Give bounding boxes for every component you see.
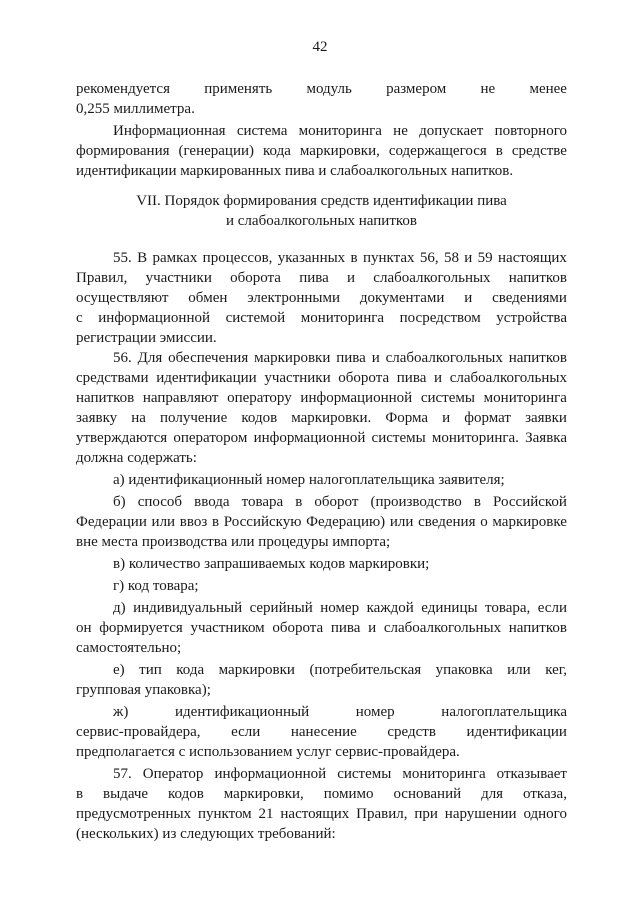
text-line <box>76 79 567 99</box>
text-line <box>76 388 567 408</box>
word: ввода <box>194 494 230 510</box>
word: настоящих <box>280 806 350 822</box>
word: системы <box>420 390 475 406</box>
word: 56, <box>419 250 439 266</box>
word: идентификации <box>156 370 257 386</box>
text-line: самостоятельно; <box>76 640 182 656</box>
word: утверждаются <box>76 430 168 446</box>
word: отказа, <box>523 786 567 802</box>
text-line <box>113 598 567 618</box>
text-line <box>76 308 567 328</box>
word: кода <box>262 143 291 159</box>
word: маркировки. <box>291 410 372 426</box>
text-line <box>113 702 567 722</box>
word: 56. <box>113 350 132 366</box>
word: применять <box>204 81 273 97</box>
word: формат <box>464 410 511 426</box>
word: оборота <box>338 370 390 386</box>
word: способ <box>137 494 183 510</box>
word: в <box>350 250 358 266</box>
text-line <box>113 121 567 141</box>
word: содержащегося <box>388 143 487 159</box>
text-line <box>113 348 567 368</box>
word: нанесение <box>290 724 357 740</box>
word: информационной <box>300 390 413 406</box>
word: товара <box>241 494 284 510</box>
word: 59 <box>477 250 493 266</box>
word: информационной <box>98 310 210 326</box>
word: электронными <box>247 290 341 306</box>
word: средстве <box>511 143 567 159</box>
word: и <box>442 410 451 426</box>
text-line <box>113 492 567 512</box>
word: он <box>76 620 92 636</box>
word: системы <box>337 766 392 782</box>
word: и <box>464 250 473 266</box>
word: оборот <box>314 494 359 510</box>
word: пива <box>330 620 361 636</box>
word: Федерацию) <box>306 514 386 530</box>
word: мониторинга <box>402 766 486 782</box>
word: кодов <box>241 410 278 426</box>
word: индивидуальный <box>133 600 243 616</box>
word: системой <box>225 310 286 326</box>
section-heading: и слабоалкогольных напитков <box>226 213 417 229</box>
text-line: групповая упаковка); <box>76 682 211 698</box>
text-line: (нескольких) из следующих требований: <box>76 826 336 842</box>
word: на <box>131 410 146 426</box>
word: или <box>507 662 531 678</box>
word: напитков <box>508 620 567 636</box>
word: сервис-провайдера, <box>76 724 201 740</box>
text-line <box>76 368 567 388</box>
word: информационной <box>214 766 327 782</box>
word: пива <box>299 270 329 286</box>
word: напитков <box>508 270 567 286</box>
text-line <box>76 141 567 161</box>
word: номер <box>320 600 360 616</box>
word: система <box>236 123 288 139</box>
word: заявки <box>525 410 567 426</box>
word: единицы <box>421 600 478 616</box>
word: размером <box>386 81 447 97</box>
word: сведения <box>418 514 476 530</box>
word: маркировки, <box>223 786 304 802</box>
word: указанных <box>277 250 346 266</box>
word: с <box>76 310 83 326</box>
word: маркировки <box>218 662 295 678</box>
text-line <box>76 408 567 428</box>
word: и <box>371 350 380 366</box>
word: участником <box>190 620 265 636</box>
word: формирования <box>76 143 170 159</box>
text-line <box>113 660 567 680</box>
word: пива <box>336 350 366 366</box>
word: формируется <box>99 620 183 636</box>
word: Правил, <box>76 270 128 286</box>
word: кода <box>176 662 205 678</box>
word: кодов <box>168 786 204 802</box>
word: информационной <box>253 430 366 446</box>
word: предусмотренных <box>76 806 192 822</box>
word: идентификации <box>466 724 567 740</box>
word: Заявка <box>525 430 567 446</box>
word: мониторинга <box>298 123 382 139</box>
word: номер <box>355 704 395 720</box>
text-line <box>76 618 567 638</box>
word: не <box>480 81 496 97</box>
text-line: должна содержать: <box>76 450 197 466</box>
word: при <box>414 806 438 822</box>
word: сведениями <box>492 290 567 306</box>
word: в <box>295 494 303 510</box>
word: и <box>434 370 443 386</box>
word: в <box>76 786 84 802</box>
word: Форма <box>385 410 429 426</box>
text-line: предполагается с использованием услуг сервис-провайдера. <box>76 744 460 760</box>
word: оборота <box>230 270 281 286</box>
word: средствами <box>76 370 149 386</box>
word: В <box>137 250 148 266</box>
word: одного <box>523 806 567 822</box>
word: тип <box>139 662 162 678</box>
word: серийный <box>249 600 313 616</box>
word: участники <box>145 270 212 286</box>
word: посредством <box>399 310 481 326</box>
text-line <box>76 784 567 804</box>
word: 21 <box>258 806 274 822</box>
word: Правил, <box>356 806 408 822</box>
word: о <box>480 514 488 530</box>
word: 55. <box>113 250 132 266</box>
word: б) <box>113 494 126 510</box>
word: напитков <box>76 390 135 406</box>
word: для <box>481 786 504 802</box>
text-line <box>76 722 567 742</box>
word: допускает <box>419 123 484 139</box>
word: и <box>347 270 356 286</box>
word: помимо <box>323 786 374 802</box>
word: обеспечения <box>168 350 249 366</box>
section-heading: VII. Порядок формирования средств идентификации пива <box>136 193 507 209</box>
word: маркировки, <box>299 143 380 159</box>
word: не <box>393 123 408 139</box>
word: оператору <box>227 390 292 406</box>
word: устройства <box>496 310 567 326</box>
text-line <box>76 804 567 824</box>
text-line <box>76 268 567 288</box>
word: 58 <box>443 250 459 266</box>
word: участники <box>264 370 331 386</box>
word: системы <box>371 430 426 446</box>
word: слабоалкогольных <box>373 270 491 286</box>
word: получение <box>160 410 228 426</box>
page-number: 42 <box>312 39 328 55</box>
word: Российскую <box>223 514 302 530</box>
word: кег, <box>545 662 567 678</box>
word: и <box>368 620 377 636</box>
word: д) <box>113 600 126 616</box>
word: или <box>389 514 414 530</box>
word: оператором <box>173 430 248 446</box>
word: напитков <box>508 350 567 366</box>
word: каждой <box>366 600 414 616</box>
word: Оператор <box>142 766 204 782</box>
text-line: вне места производства или процедуры импорта; <box>76 534 391 550</box>
text-line <box>76 512 567 532</box>
word: отказывает <box>496 766 567 782</box>
word: нарушении <box>444 806 517 822</box>
word: маркировки <box>254 350 331 366</box>
word: рамках <box>152 250 198 266</box>
word: пунктах <box>362 250 415 266</box>
word: менее <box>529 81 567 97</box>
word: маркировке <box>492 514 567 530</box>
word: Для <box>137 350 163 366</box>
word: документами <box>359 290 445 306</box>
word: выдаче <box>103 786 149 802</box>
word: Российской <box>493 494 567 510</box>
word: в <box>212 514 220 530</box>
word: налогоплательщика <box>441 704 567 720</box>
word: направляют <box>142 390 219 406</box>
text-line: регистрации эмиссии. <box>76 330 217 346</box>
word: товара, <box>485 600 531 616</box>
text-line <box>113 248 567 268</box>
text-line: а) идентификационный номер налогоплательщика заявителя; <box>113 472 505 488</box>
word: мониторинга <box>483 390 567 406</box>
word: оснований <box>393 786 462 802</box>
word: Федерации <box>76 514 147 530</box>
text-line: в) количество запрашиваемых кодов маркировки; <box>113 556 430 572</box>
word: пива <box>396 370 427 386</box>
word: слабоалкогольных <box>449 370 567 386</box>
word: настоящих <box>498 250 567 266</box>
word: упаковка <box>435 662 493 678</box>
word: ввоз <box>179 514 208 530</box>
word: рекомендуется <box>76 81 170 97</box>
word: слабоалкогольных <box>385 350 503 366</box>
word: процессов, <box>202 250 273 266</box>
word: мониторинга. <box>431 430 519 446</box>
word: или <box>151 514 176 530</box>
word: повторного <box>494 123 567 139</box>
word: в <box>495 143 503 159</box>
word: модуль <box>306 81 352 97</box>
word: ж) <box>113 704 129 720</box>
text-line <box>76 288 567 308</box>
text-line <box>76 428 567 448</box>
word: если <box>537 600 567 616</box>
word: е) <box>113 662 125 678</box>
word: осуществляют <box>76 290 169 306</box>
word: мониторинга <box>300 310 385 326</box>
word: (потребительская <box>309 662 422 678</box>
word: оборота <box>272 620 324 636</box>
word: Информационная <box>113 123 226 139</box>
word: (генерации) <box>178 143 255 159</box>
word: (производство <box>370 494 462 510</box>
word: слабоалкогольных <box>383 620 502 636</box>
text-line: г) код товара; <box>113 578 199 594</box>
word: идентификационный <box>175 704 310 720</box>
word: пунктом <box>197 806 252 822</box>
word: если <box>231 724 261 740</box>
text-line: 0,255 миллиметра. <box>76 101 195 117</box>
word: и <box>464 290 473 306</box>
word: заявку <box>76 410 118 426</box>
word: обмен <box>188 290 228 306</box>
text-line: идентификации маркированных пива и слабоалкогольных напитков. <box>76 163 514 179</box>
word: средств <box>387 724 436 740</box>
word: в <box>473 494 481 510</box>
text-line <box>113 764 567 784</box>
word: 57. <box>113 766 132 782</box>
